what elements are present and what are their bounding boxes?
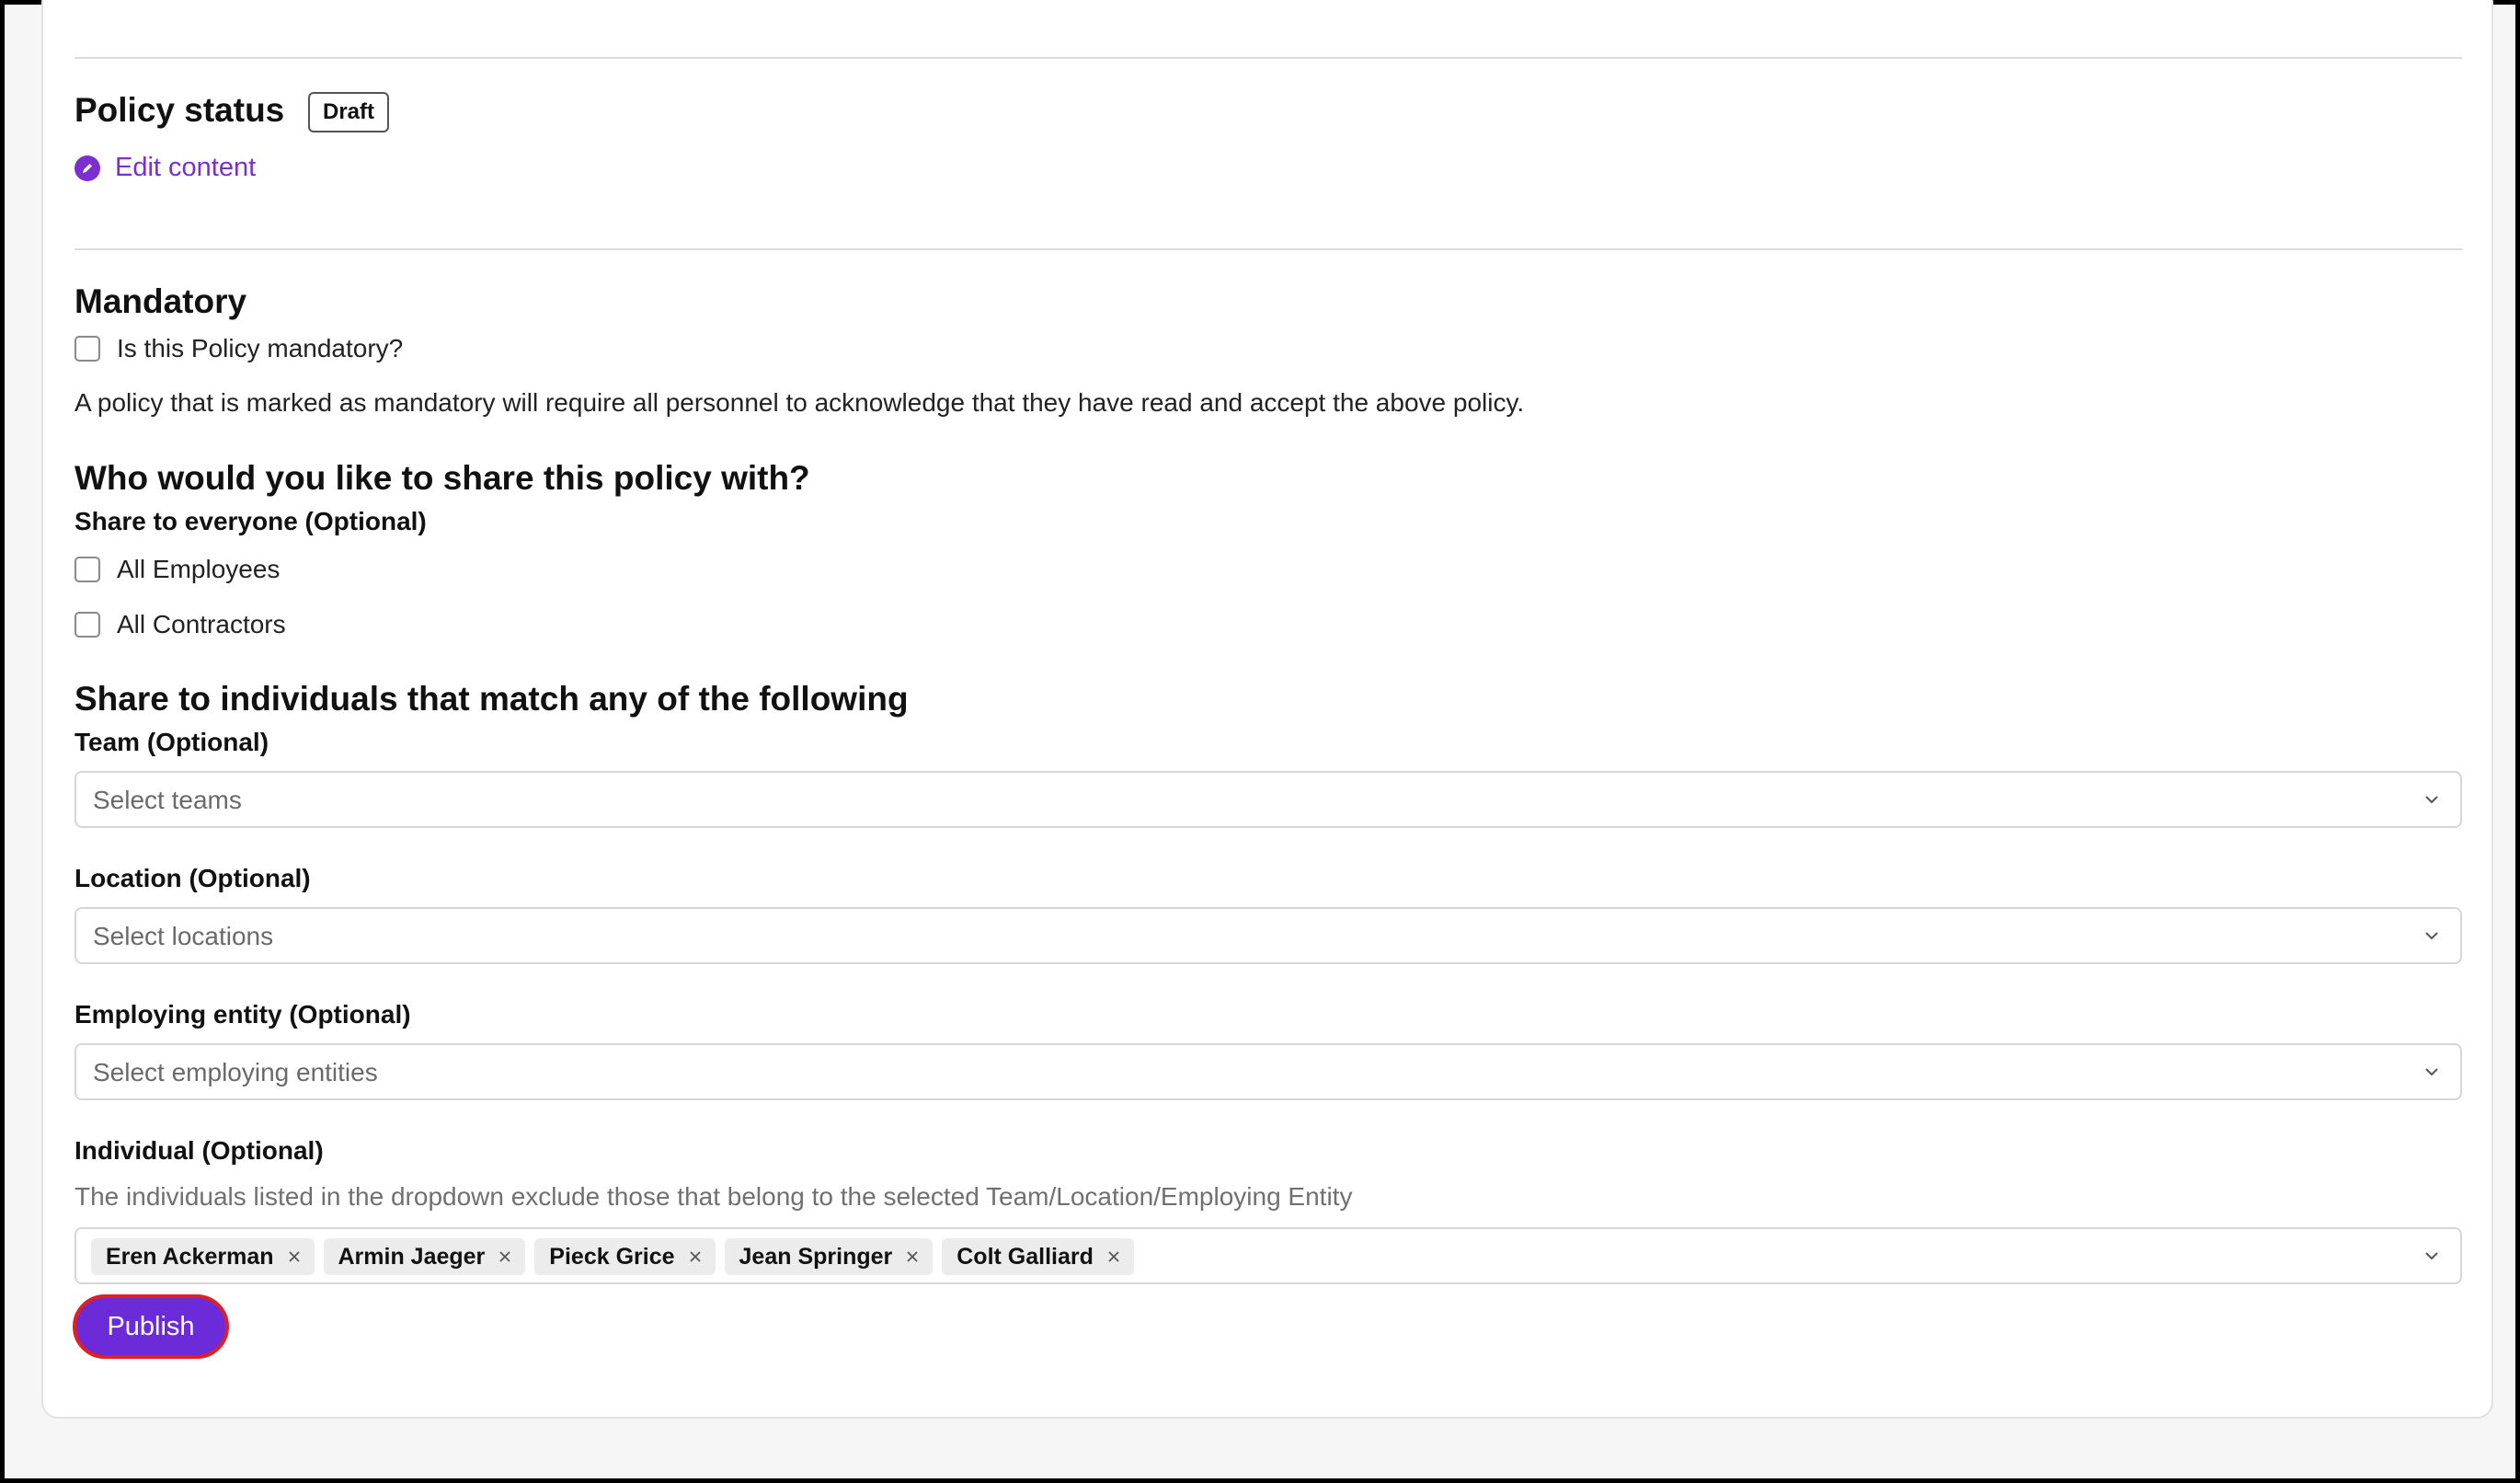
remove-icon[interactable] <box>498 1249 512 1264</box>
location-label: Location (Optional) <box>74 864 311 892</box>
mandatory-checkbox-label: Is this Policy mandatory? <box>117 334 404 362</box>
all-employees-checkbox[interactable] <box>74 557 100 582</box>
remove-icon[interactable] <box>905 1249 920 1264</box>
individual-chip <box>91 1238 315 1275</box>
individual-chip <box>324 1238 526 1275</box>
chip-label: Colt Galliard <box>956 1243 1094 1270</box>
entity-select[interactable] <box>74 1043 2462 1100</box>
location-placeholder: Select locations <box>93 922 274 950</box>
chevron-down-icon <box>2420 1244 2444 1268</box>
top-divider <box>74 57 2462 59</box>
mandatory-checkbox[interactable] <box>74 336 100 362</box>
location-select[interactable] <box>74 907 2462 964</box>
all-contractors-row[interactable] <box>74 610 286 639</box>
entity-placeholder: Select employing entities <box>93 1058 378 1086</box>
individual-label: Individual (Optional) <box>74 1136 324 1165</box>
chip-label: Eren Ackerman <box>106 1243 274 1270</box>
individual-chip <box>725 1238 934 1275</box>
remove-icon[interactable] <box>287 1249 302 1264</box>
policy-status-heading: Policy status <box>74 91 285 129</box>
mandatory-heading: Mandatory <box>74 282 247 320</box>
pencil-icon <box>74 155 100 181</box>
policy-form-card <box>41 0 2493 1419</box>
mandatory-checkbox-row[interactable] <box>74 334 403 363</box>
remove-icon[interactable] <box>1106 1249 1121 1264</box>
individual-chip <box>534 1238 715 1275</box>
mandatory-description: A policy that is marked as mandatory will require all personnel to acknowledge that they have read and accept the above policy. <box>74 388 1525 417</box>
individuals-section-heading: Share to individuals that match any of the following <box>74 680 909 718</box>
section-divider <box>74 248 2462 250</box>
individual-chip <box>942 1238 1134 1275</box>
chip-label: Pieck Grice <box>549 1243 675 1270</box>
individual-hint: The individuals listed in the dropdown exclude those that belong to the selected Team/Location/Employing Entity <box>74 1182 1353 1211</box>
chevron-down-icon <box>2420 1060 2444 1084</box>
all-employees-label: All Employees <box>117 555 281 583</box>
remove-icon[interactable] <box>688 1249 703 1264</box>
edit-content-link[interactable] <box>74 153 256 183</box>
page-background <box>5 5 2515 1478</box>
all-contractors-label: All Contractors <box>117 610 286 638</box>
team-placeholder: Select teams <box>93 786 242 814</box>
edit-content-label: Edit content <box>115 153 257 182</box>
selected-individuals <box>91 1238 1134 1275</box>
entity-label: Employing entity (Optional) <box>74 1000 411 1029</box>
chip-label: Jean Springer <box>739 1243 893 1270</box>
individual-select[interactable] <box>74 1227 2462 1284</box>
publish-button[interactable]: Publish <box>73 1294 229 1359</box>
all-employees-row[interactable] <box>74 555 280 584</box>
chip-label: Armin Jaeger <box>338 1243 486 1270</box>
status-badge: Draft <box>308 92 389 132</box>
share-everyone-label: Share to everyone (Optional) <box>74 507 427 535</box>
share-heading: Who would you like to share this policy with? <box>74 459 810 497</box>
team-label: Team (Optional) <box>74 728 269 756</box>
team-select[interactable] <box>74 771 2462 828</box>
chevron-down-icon <box>2420 924 2444 948</box>
all-contractors-checkbox[interactable] <box>74 612 100 638</box>
chevron-down-icon <box>2420 787 2444 811</box>
